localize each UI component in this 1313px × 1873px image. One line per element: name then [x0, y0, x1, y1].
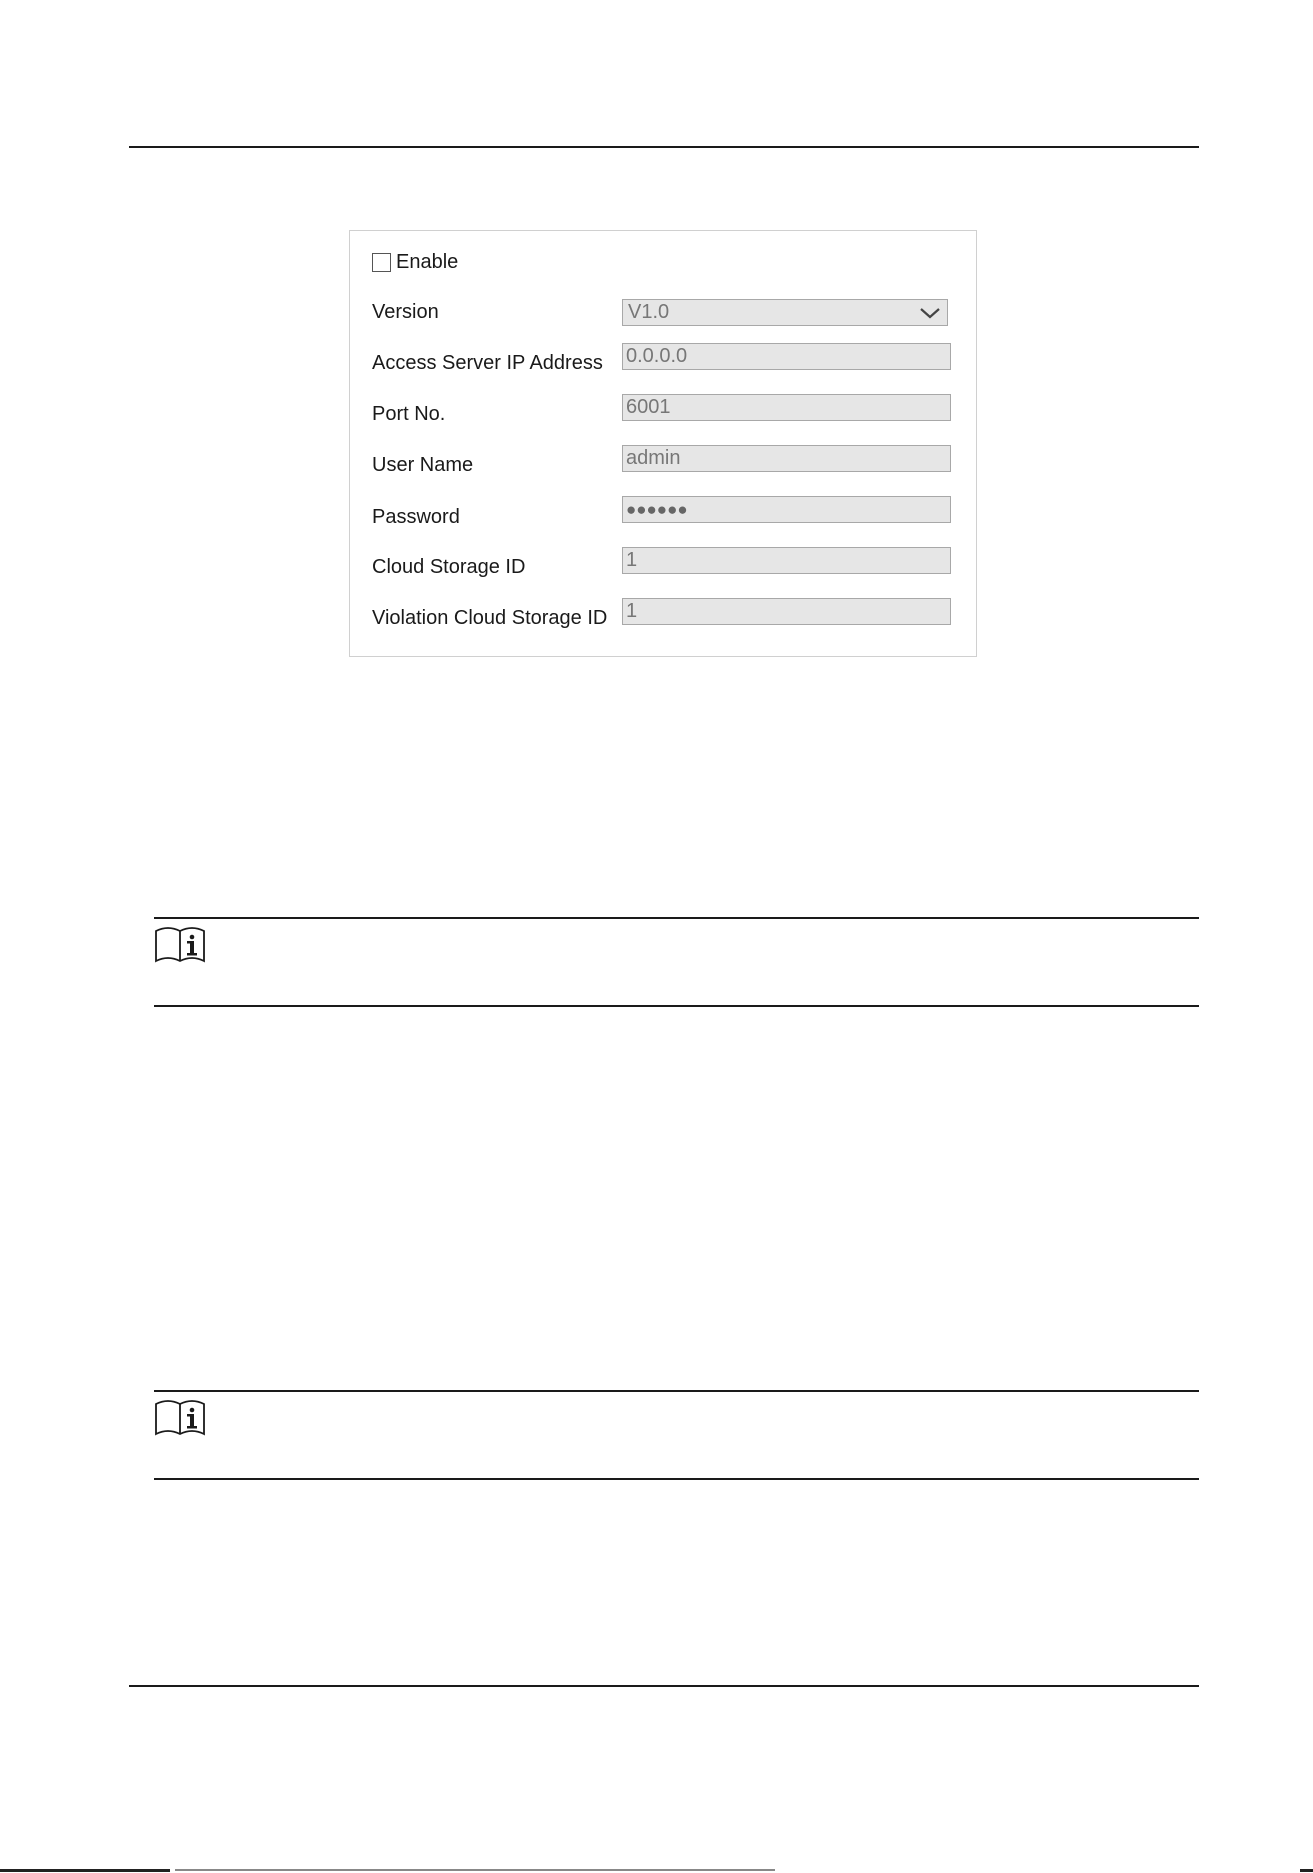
password-label: Password: [372, 506, 460, 528]
note-box: [154, 917, 1199, 1007]
enable-label: Enable: [396, 251, 459, 273]
note-info-icon: [154, 925, 206, 965]
header-rule: [129, 146, 1199, 148]
cloud-storage-settings-panel: [349, 230, 977, 657]
port-input[interactable]: [622, 394, 951, 421]
chevron-down-icon: [919, 306, 941, 320]
version-label: Version: [372, 301, 439, 323]
page-edge-artifact: [0, 1868, 1313, 1873]
access-server-ip-label: Access Server IP Address: [372, 352, 603, 374]
version-select[interactable]: [622, 299, 948, 326]
note-box: [154, 1390, 1199, 1480]
enable-row[interactable]: [372, 251, 458, 274]
version-select-value: V1.0: [628, 301, 670, 323]
cloud-storage-id-label: Cloud Storage ID: [372, 556, 526, 578]
enable-checkbox[interactable]: [372, 253, 391, 272]
footer-rule: [129, 1685, 1199, 1687]
note-info-icon: [154, 1398, 206, 1438]
violation-cloud-storage-id-label: Violation Cloud Storage ID: [372, 607, 608, 629]
access-server-ip-input[interactable]: [622, 343, 951, 370]
port-label: Port No.: [372, 403, 446, 425]
cloud-storage-id-input[interactable]: [622, 547, 951, 574]
user-name-label: User Name: [372, 454, 474, 476]
user-name-input[interactable]: [622, 445, 951, 472]
violation-cloud-storage-id-input[interactable]: [622, 598, 951, 625]
password-input[interactable]: [622, 496, 951, 523]
